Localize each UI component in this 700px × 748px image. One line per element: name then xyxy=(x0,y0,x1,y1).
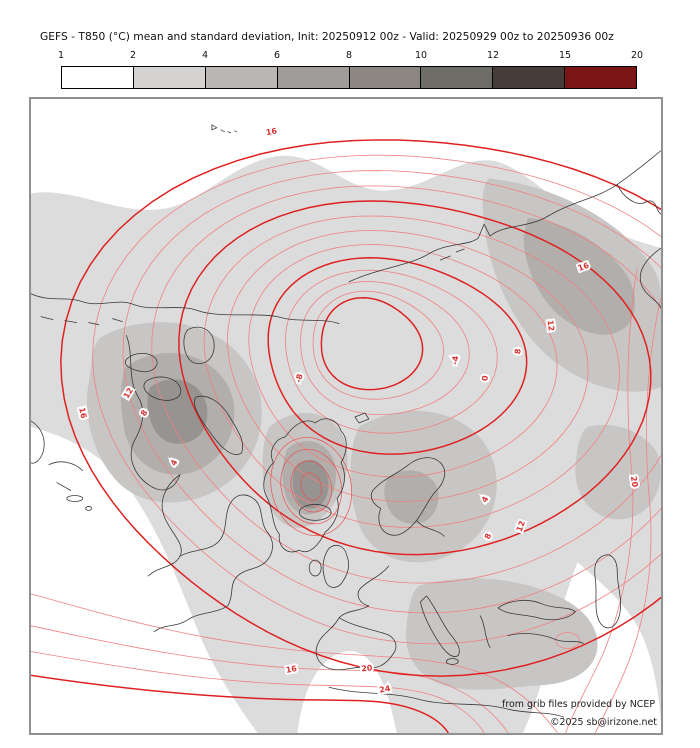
colorbar-tick-2: 2 xyxy=(129,50,137,61)
contour-label-12: 12 xyxy=(545,319,556,332)
colorbar-tick-1: 1 xyxy=(57,50,65,61)
attribution-copyright: ©2025 sb@irizone.net xyxy=(550,717,658,729)
colorbar-segment-12-15 xyxy=(493,67,565,88)
colorbar-tick-row xyxy=(57,50,644,64)
colorbar-segment-15-20 xyxy=(565,67,636,88)
colorbar xyxy=(57,50,644,90)
contour-label-16: 16 xyxy=(576,260,591,274)
stddev-shading xyxy=(31,99,661,733)
contour-label-20: 20 xyxy=(628,475,640,488)
contour-label--4: -4 xyxy=(450,355,461,366)
colorbar-segment-8-10 xyxy=(350,67,422,88)
contour-label-8: 8 xyxy=(482,532,494,541)
contour-label-16: 16 xyxy=(77,406,89,420)
contour-label-4: 4 xyxy=(168,458,180,468)
colorbar-tick-15: 15 xyxy=(558,50,572,61)
map-frame xyxy=(29,97,663,735)
attribution-source: from grib files provided by NCEP xyxy=(501,699,656,711)
colorbar-segment-4-6 xyxy=(206,67,278,88)
colorbar-tick-10: 10 xyxy=(414,50,428,61)
contour-label-0: 0 xyxy=(480,375,490,382)
colorbar-tick-6: 6 xyxy=(273,50,281,61)
contour-label-12: 12 xyxy=(121,386,136,401)
colorbar-segment-1-2 xyxy=(62,67,134,88)
contour-label-16: 16 xyxy=(285,664,298,675)
colorbar-segment-6-8 xyxy=(278,67,350,88)
contour-label-8: 8 xyxy=(138,408,150,418)
colorbar-tick-12: 12 xyxy=(486,50,500,61)
contour-label-20: 20 xyxy=(360,663,373,674)
colorbar-segment-10-12 xyxy=(421,67,493,88)
colorbar-tick-8: 8 xyxy=(345,50,353,61)
page-title: GEFS - T850 (°C) mean and standard deviation, Init: 20250912 00z - Valid: 20250929 00z to 20250936 00z xyxy=(40,30,614,43)
map-canvas xyxy=(31,99,661,733)
colorbar-tick-4: 4 xyxy=(201,50,209,61)
contour-label--8: -8 xyxy=(293,372,305,384)
colorbar-bar xyxy=(61,66,637,89)
colorbar-segment-2-4 xyxy=(134,67,206,88)
colorbar-tick-20: 20 xyxy=(630,50,644,61)
contour-label-12: 12 xyxy=(514,519,528,534)
contour-label-8: 8 xyxy=(513,348,523,355)
contour-label-24: 24 xyxy=(378,683,391,695)
contour-label-16: 16 xyxy=(265,126,278,138)
contour-label-4: 4 xyxy=(479,494,491,505)
